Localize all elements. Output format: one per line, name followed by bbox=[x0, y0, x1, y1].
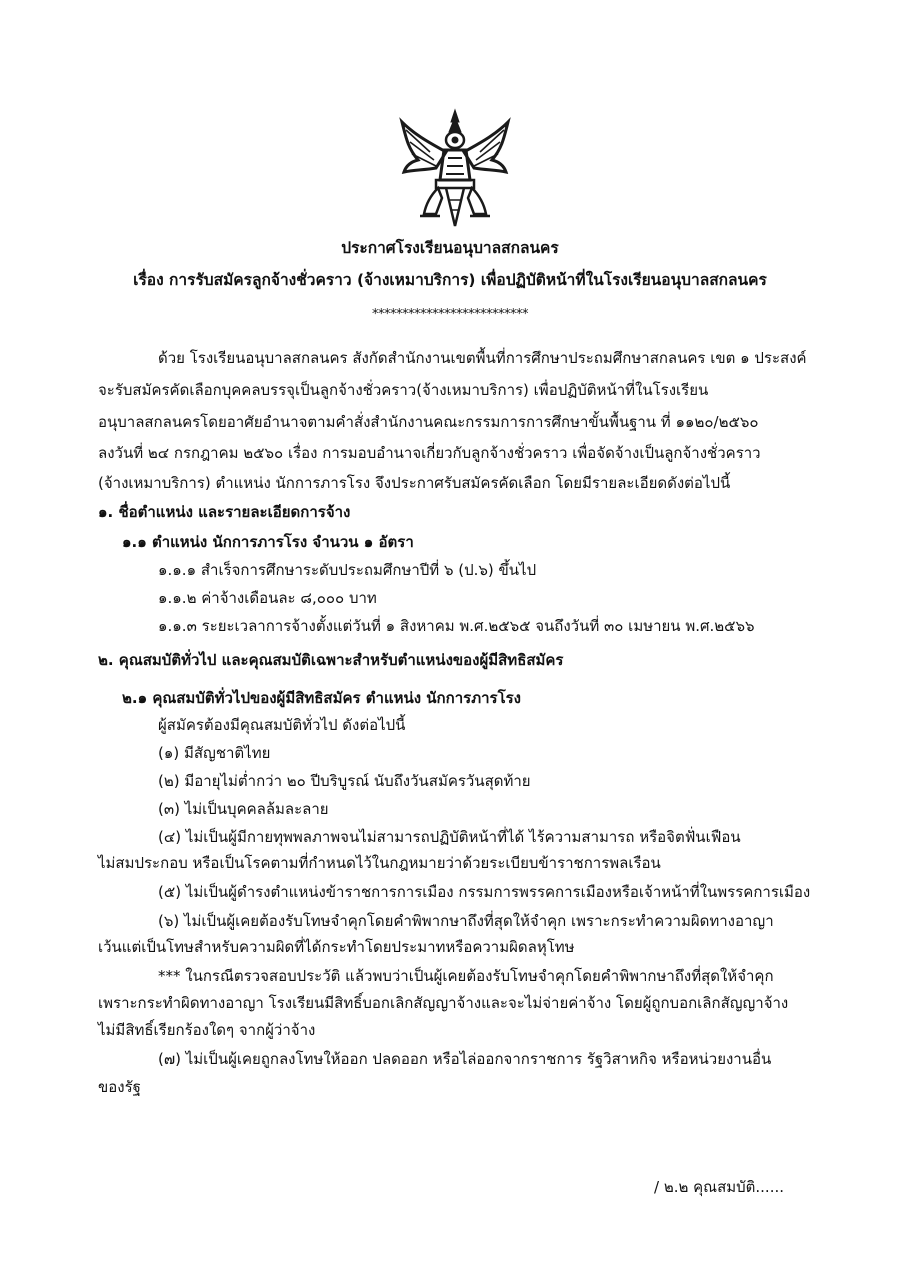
continuation-note: / ๒.๒ คุณสมบัติ...... bbox=[654, 1178, 784, 1196]
announcement-subject: เรื่อง การรับสมัครลูกจ้างชั่วคราว (จ้างเหมาบริการ) เพื่อปฏิบัติหน้าที่ในโรงเรียนอนุบาลสกลนคร bbox=[133, 271, 767, 289]
intro-line: อนุบาลสกลนครโดยอาศัยอำนาจตามคำสั่งสำนักงานคณะกรรมการการศึกษาขั้นพื้นฐาน ที่ ๑๑๒๐/๒๕๖๐ bbox=[98, 413, 759, 431]
qualification-item: (๒) มีอายุไม่ต่ำกว่า ๒๐ ปีบริบูรณ์ นับถึงวันสมัครวันสุดท้าย bbox=[158, 772, 531, 790]
qualification-item-cont: เว้นแต่เป็นโทษสำหรับความผิดที่ได้กระทำโดยประมาทหรือความผิดลหุโทษ bbox=[98, 938, 575, 956]
section2-heading: ๒. คุณสมบัติทั่วไป และคุณสมบัติเฉพาะสำหรับตำแหน่งของผู้มีสิทธิสมัคร bbox=[98, 651, 564, 669]
section2-sub: ๒.๑ คุณสมบัติทั่วไปของผู้มีสิทธิสมัคร ตำแหน่ง นักการภารโรง bbox=[122, 689, 522, 707]
intro-line: ด้วย โรงเรียนอนุบาลสกลนคร สังกัดสำนักงานเขตพื้นที่การศึกษาประถมศึกษาสกลนคร เขต ๑ ประสงค์ bbox=[158, 349, 807, 367]
garuda-emblem bbox=[396, 108, 514, 230]
qualification-item: (๕) ไม่เป็นผู้ดำรงตำแหน่งข้าราชการการเมือง กรรมการพรรคการเมืองหรือเจ้าหน้าที่ในพรรคการเมือง bbox=[158, 883, 811, 901]
section1-item: ๑.๑.๒ ค่าจ้างเดือนละ ๘,๐๐๐ บาท bbox=[158, 589, 377, 607]
qualification-item: (๗) ไม่เป็นผู้เคยถูกลงโทษให้ออก ปลดออก หรือไล่ออกจากราชการ รัฐวิสาหกิจ หรือหน่วยงานอื่น bbox=[158, 1050, 772, 1068]
announcement-title: ประกาศโรงเรียนอนุบาลสกลนคร bbox=[341, 239, 559, 257]
note-line: เพราะกระทำผิดทางอาญา โรงเรียนมีสิทธิ์บอกเลิกสัญญาจ้างและจะไม่จ่ายค่าจ้าง โดยผู้ถูกบอกเลิกสัญญาจ้าง bbox=[98, 994, 789, 1012]
note-line: ไม่มีสิทธิ์เรียกร้องใดๆ จากผู้ว่าจ้าง bbox=[98, 1021, 316, 1039]
note-line: *** ในกรณีตรวจสอบประวัติ แล้วพบว่าเป็นผู้เคยต้องรับโทษจำคุกโดยคำพิพากษาถึงที่สุดให้จำคุก bbox=[158, 967, 774, 985]
section2-lead: ผู้สมัครต้องมีคุณสมบัติทั่วไป ดังต่อไปนี้ bbox=[158, 716, 406, 734]
section1-sub: ๑.๑ ตำแหน่ง นักการภารโรง จำนวน ๑ อัตรา bbox=[122, 533, 414, 551]
qualification-item-cont: ไม่สมประกอบ หรือเป็นโรคตามที่กำหนดไว้ในกฎหมายว่าด้วยระเบียบข้าราชการพลเรือน bbox=[98, 854, 661, 872]
section1-item: ๑.๑.๓ ระยะเวลาการจ้างตั้งแต่วันที่ ๑ สิงหาคม พ.ศ.๒๕๖๕ จนถึงวันที่ ๓๐ เมษายน พ.ศ.๒๕๖๖ bbox=[158, 617, 755, 635]
qualification-item: (๔) ไม่เป็นผู้มีกายทุพพลภาพจนไม่สามารถปฏิบัติหน้าที่ได้ ไร้ความสามารถ หรือจิตฟั่นเฟือน bbox=[158, 828, 741, 846]
qualification-item: (๓) ไม่เป็นบุคคลล้มละลาย bbox=[158, 800, 329, 818]
qualification-item: (๑) มีสัญชาติไทย bbox=[158, 744, 271, 762]
intro-line: จะรับสมัครคัดเลือกบุคคลบรรจุเป็นลูกจ้างชั่วคราว(จ้างเหมาบริการ) เพื่อปฏิบัติหน้าที่ในโรงเรียน bbox=[98, 381, 709, 399]
section1-item: ๑.๑.๑ สำเร็จการศึกษาระดับประถมศึกษาปีที่ ๖ (ป.๖) ขึ้นไป bbox=[158, 561, 537, 579]
section1-heading: ๑. ชื่อตำแหน่ง และรายละเอียดการจ้าง bbox=[98, 503, 351, 521]
qualification-item-cont: ของรัฐ bbox=[98, 1078, 141, 1096]
divider-stars: ************************** bbox=[372, 307, 528, 322]
qualification-item: (๖) ไม่เป็นผู้เคยต้องรับโทษจำคุกโดยคำพิพากษาถึงที่สุดให้จำคุก เพราะกระทำความผิดทางอาญา bbox=[158, 912, 774, 930]
intro-line: ลงวันที่ ๒๔ กรกฎาคม ๒๕๖๐ เรื่อง การมอบอำนาจเกี่ยวกับลูกจ้างชั่วคราว เพื่อจัดจ้างเป็นลูกจ้างชั่วคราว bbox=[98, 444, 761, 462]
intro-line: (จ้างเหมาบริการ) ตำแหน่ง นักการภารโรง จึงประกาศรับสมัครคัดเลือก โดยมีรายละเอียดดังต่อไปนี้ bbox=[98, 474, 731, 492]
